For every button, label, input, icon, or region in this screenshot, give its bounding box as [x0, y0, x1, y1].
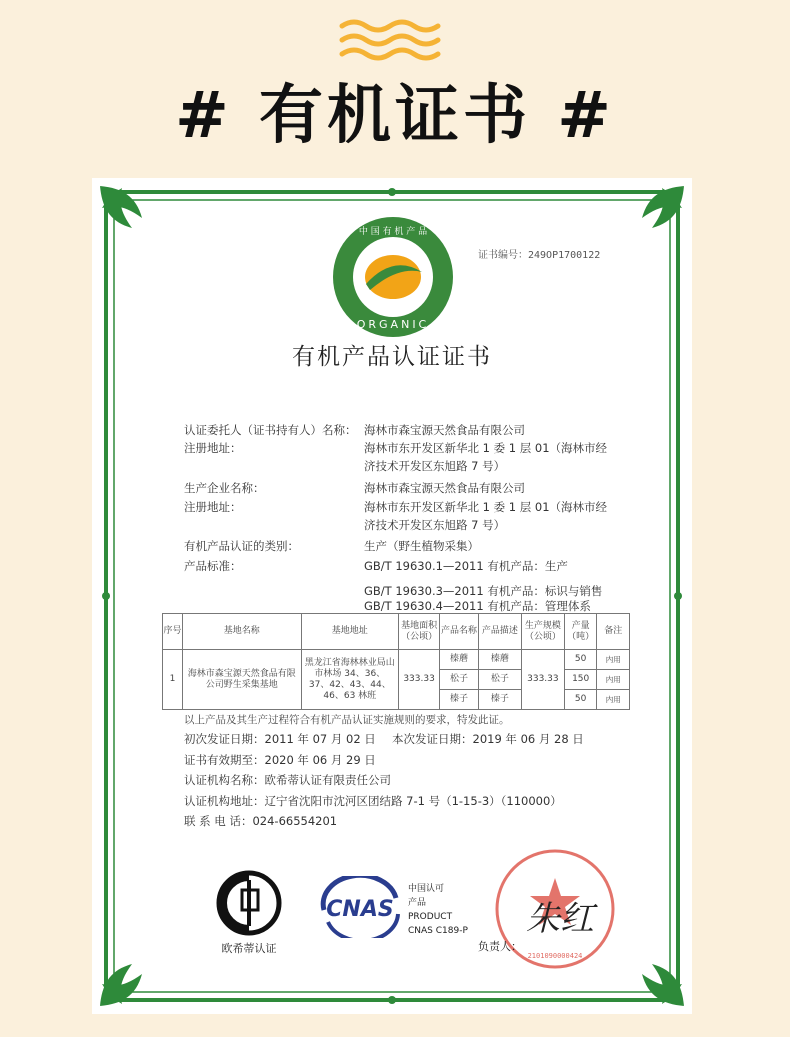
certificate-title: 有机产品认证证书 — [292, 344, 492, 370]
page-title: # 有机证书 # — [175, 79, 615, 153]
base-table — [162, 613, 630, 710]
product-yield: 50 — [564, 690, 597, 710]
cnas-text-block — [408, 882, 468, 938]
product-note: 内用 — [597, 670, 630, 690]
wave-decoration-icon — [338, 18, 450, 64]
table-header: 生产规模（公顷） — [521, 614, 564, 650]
compliance-note: 以上产品及其生产过程符合有机产品认证实施规则的要求，特发此证。 — [184, 714, 510, 726]
org-logo-label: 欧希蒂认证 — [221, 942, 277, 955]
cnas-logo-text: CNAS — [326, 897, 394, 922]
product-desc: 榛子 — [478, 690, 521, 710]
field-value-continued: 济技术开发区东旭路 7 号） — [364, 459, 506, 473]
field-label: 有机产品认证的类别： — [184, 539, 299, 553]
table-header: 序号 — [163, 614, 183, 650]
org-name: 认证机构名称：欧希蒂认证有限责任公司 — [184, 773, 391, 787]
product-name: 榛子 — [440, 690, 479, 710]
seal-number: 2101090000424 — [527, 952, 583, 960]
valid-until: 证书有效期至：2020 年 06 月 29 日 — [184, 753, 376, 767]
base-area: 333.33 — [399, 650, 440, 710]
product-desc: 榛蘑 — [478, 650, 521, 670]
organic-logo-icon — [330, 214, 456, 340]
this-issue-date: 本次发证日期：2019 年 06 月 28 日 — [392, 732, 584, 746]
certificate — [92, 178, 692, 1014]
standard-line: GB/T 19630.4—2011 有机产品：管理体系 — [364, 599, 591, 613]
product-yield: 50 — [564, 650, 597, 670]
field-label: 生产企业名称： — [184, 481, 265, 495]
field-value: 海林市东开发区新华北 1 委 1 层 01（海林市经 — [364, 441, 608, 455]
certificate-number: 证书编号：249OP1700122 — [478, 250, 601, 261]
row-number: 1 — [163, 650, 183, 710]
organic-logo-word: ORGANIC — [356, 318, 430, 331]
product-note: 内用 — [597, 690, 630, 710]
signatory-label: 负责人： — [478, 940, 522, 953]
table-header: 备注 — [597, 614, 630, 650]
product-desc: 松子 — [478, 670, 521, 690]
cnas-line: CNAS C189-P — [408, 926, 468, 936]
cnas-logo-icon — [314, 876, 406, 938]
field-label: 产品标准： — [184, 559, 242, 573]
cnas-line: 产品 — [408, 898, 427, 908]
phone: 联 系 电 话：024-66554201 — [184, 814, 338, 828]
table-header: 产品描述 — [478, 614, 521, 650]
field-label: 注册地址： — [184, 441, 242, 455]
production-scale: 333.33 — [521, 650, 564, 710]
product-name: 榛蘑 — [440, 650, 479, 670]
official-seal-icon — [490, 844, 620, 974]
ocpc-logo-icon — [214, 868, 284, 948]
field-value: 生产（野生植物采集） — [364, 539, 479, 553]
table-header: 产品名称 — [440, 614, 479, 650]
field-value-continued: 济技术开发区东旭路 7 号） — [364, 518, 506, 532]
table-header: 基地地址 — [301, 614, 399, 650]
cnas-line: 中国认可 — [408, 884, 445, 894]
base-address: 黑龙江省海林林业局山市林场 34、36、37、42、43、44、46、63 林班 — [301, 650, 399, 710]
field-value: GB/T 19630.1—2011 有机产品：生产 — [364, 559, 568, 573]
cnas-line: PRODUCT — [408, 912, 453, 922]
field-label: 认证委托人（证书持有人）名称： — [184, 423, 357, 437]
standard-line: GB/T 19630.3—2011 有机产品：标识与销售 — [364, 584, 603, 598]
issue-date: 初次发证日期：2011 年 07 月 02 日 — [184, 732, 376, 746]
product-note: 内用 — [597, 650, 630, 670]
base-name: 海林市森宝源天然食品有限公司野生采集基地 — [182, 650, 301, 710]
product-yield: 150 — [564, 670, 597, 690]
organic-logo-text: 中 国 有 机 产 品 — [358, 227, 428, 237]
org-address: 认证机构地址：辽宁省沈阳市沈河区团结路 7-1 号（1-15-3）（110000） — [184, 794, 562, 808]
table-header: 基地面积（公顷） — [399, 614, 440, 650]
field-value: 海林市森宝源天然食品有限公司 — [364, 423, 525, 437]
signature: 朱红 — [526, 899, 594, 939]
field-label: 注册地址： — [184, 500, 242, 514]
product-name: 松子 — [440, 670, 479, 690]
table-header: 基地名称 — [182, 614, 301, 650]
table-row — [163, 650, 630, 670]
table-header: 产量（吨） — [564, 614, 597, 650]
field-value: 海林市东开发区新华北 1 委 1 层 01（海林市经 — [364, 500, 608, 514]
field-value: 海林市森宝源天然食品有限公司 — [364, 481, 525, 495]
